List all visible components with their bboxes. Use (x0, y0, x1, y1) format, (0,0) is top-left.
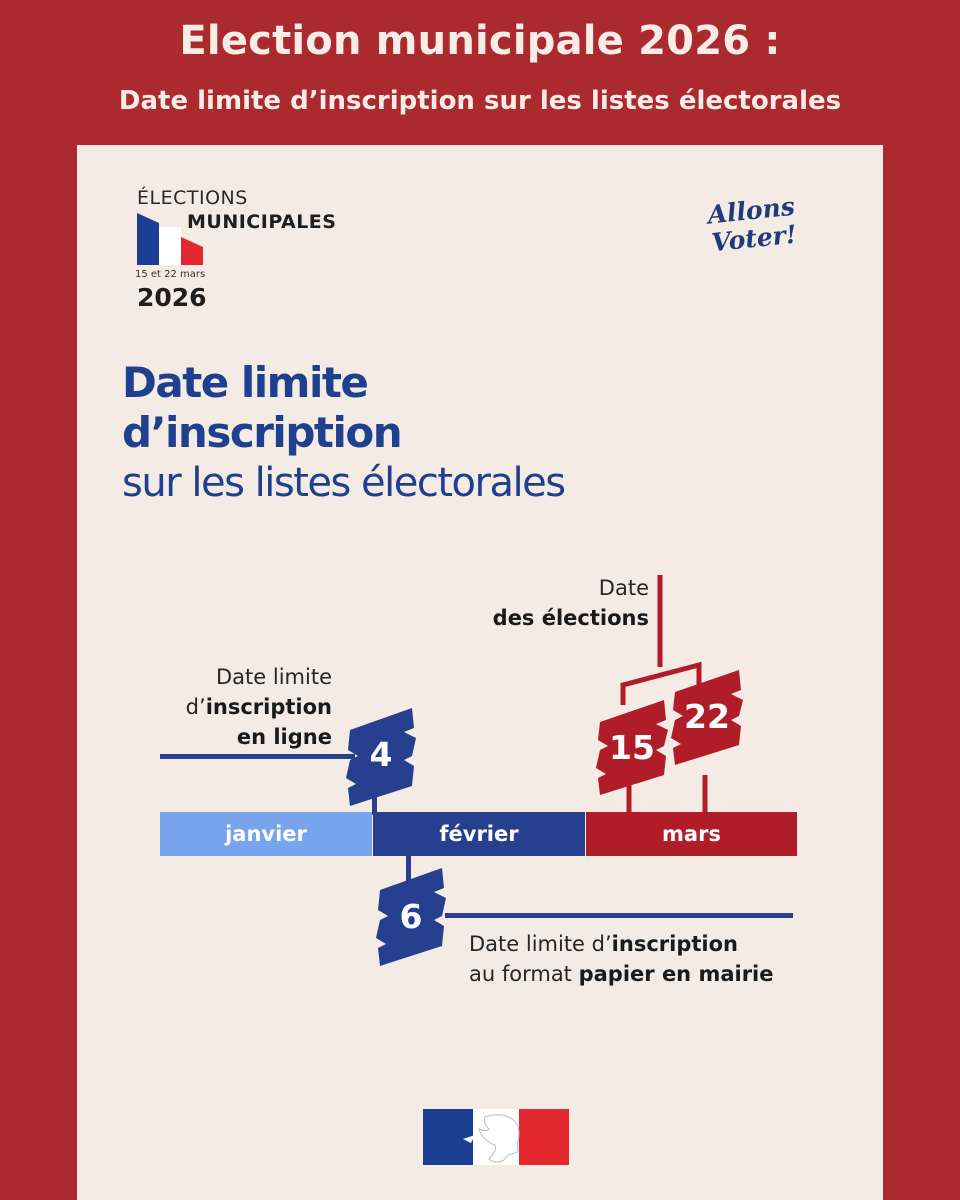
headline-line2: d’inscription (122, 408, 402, 457)
paper-label-bold2: papier en mairie (578, 962, 774, 986)
logo-dates: 15 et 22 mars (135, 269, 206, 280)
election-label-line2: des élections (492, 606, 649, 630)
logo-year: 2026 (137, 283, 207, 312)
paper-label-prefix1: Date limite d’ (469, 932, 612, 956)
slogan (706, 193, 799, 258)
marianne-logo (423, 1109, 569, 1165)
tag-day-15-number: 15 (609, 728, 655, 767)
month-mars: mars (586, 812, 797, 856)
paper-label-prefix2: au format (469, 962, 579, 986)
logo-line2: MUNICIPALES (187, 211, 337, 233)
online-label-bold1: inscription (205, 695, 332, 719)
poster (77, 145, 883, 1200)
headline-line1: Date limite (122, 358, 368, 407)
paper-deadline-label (469, 929, 799, 989)
slogan-line2: Voter! (710, 219, 799, 258)
banner-subtitle: Date limite d’inscription sur les listes électorales (118, 86, 842, 116)
online-label-bold2: en ligne (236, 725, 332, 749)
paper-label-bold1: inscription (611, 932, 738, 956)
election-label-line1: Date (598, 576, 649, 600)
tag-day-4-number: 4 (369, 735, 393, 774)
headline-line3: sur les listes électorales (122, 460, 565, 506)
online-deadline-line (160, 754, 355, 759)
logo-line1: ÉLECTIONS (137, 187, 248, 209)
online-label-line1: Date limite (216, 665, 332, 689)
online-deadline-label (177, 662, 332, 752)
month-fevrier: février (373, 812, 585, 856)
month-janvier: janvier (160, 812, 372, 856)
tag-day-22-number: 22 (684, 697, 730, 736)
tag-day-6-number: 6 (399, 897, 423, 936)
slogan-line1: Allons (706, 191, 797, 230)
paper-deadline-line (445, 913, 793, 918)
banner-title: Election municipale 2026 : (179, 18, 781, 64)
online-label-prefix: d’ (185, 695, 206, 719)
